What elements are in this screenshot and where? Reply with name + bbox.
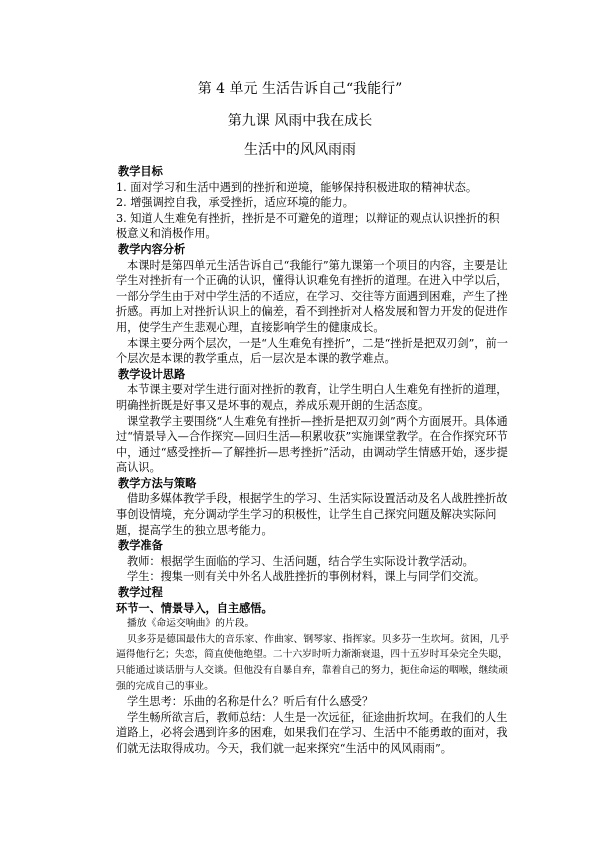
design-paragraph: 课堂教学主要围绕“人生难免有挫折—挫折是把双刃剑”两个方面展开。具体通过“情景导入—合作探究—回归生活—积累收获”实施课堂教学。在合作探究环节中，通过“感受挫折—了解挫折—思考挫折”活动，由调动学生情感开始，逐步提高认识。 — [116, 414, 508, 475]
method-heading: 教学方法与策略 — [118, 475, 197, 490]
goal-item: 1. 面对学习和生活中遇到的挫折和逆境，能够保持积极进取的精神状态。 — [116, 180, 478, 194]
step1-play: 播放《命运交响曲》的片段。 — [127, 618, 255, 630]
design-paragraph: 本节课主要对学生进行面对挫折的教育，让学生明白人生难免有挫折的道理，明确挫折既是好事又是坏事的观点，养成乐观开朗的生活态度。 — [116, 383, 508, 412]
lesson-title: 第九课 风雨中我在成长 — [227, 113, 373, 129]
step1-summary: 学生畅所欲言后，教师总结：人生是一次远征，征途曲折坎坷。在我们的人生道路上，必将会遇到许多的困难，如果我们在学习、生活中不能勇敢的面对，我们就无法取得成功。今天，我们就一起来探究“生活中的风风雨雨”。 — [116, 710, 508, 755]
prep-student: 学生：搜集一则有关中外名人战胜挫折的事例材料，课上与同学们交流。 — [127, 570, 486, 584]
step1-heading: 环节一、情景导入，自主感悟。 — [116, 600, 273, 615]
method-paragraph: 借助多媒体教学手段，根据学生的学习、生活实际设置活动及名人战胜挫折故事创设情境，充分调动学生学习的积极性，让学生自己探究问题及解决实际问题，提高学生的独立思考能力。 — [116, 492, 508, 537]
prep-heading: 教学准备 — [118, 538, 163, 553]
prep-teacher: 教师：根据学生面临的学习、生活问题，结合学生实际设计教学活动。 — [127, 554, 474, 568]
topic-title: 生活中的风风雨雨 — [244, 142, 356, 158]
goal-item: 2. 增强调控自我，承受挫折，适应环境的能力。 — [116, 196, 354, 210]
step1-question: 学生思考：乐曲的名称是什么？听后有什么感受？ — [127, 695, 374, 709]
analysis-paragraph: 本课主要分两个层次，一是“人生难免有挫折”，二是“挫折是把双刃剑”，前一个层次是本课的教学重点，后一层次是本课的教学难点。 — [116, 336, 508, 366]
goals-heading: 教学目标 — [118, 164, 163, 178]
analysis-paragraph: 本课时是第四单元生活告诉自己“我能行”第九课第一个项目的内容，主要是让学生对挫折有一个正确的认识，懂得认识难免有挫折的道理。在进入中学以后，一部分学生由于对中学生活的不适应，在学习、交往等方面遇到困难，产生了挫折感。再加上对挫折认识上的偏差，看不到挫折对人格发展和智力开发的促进作用，使学生产生悲观心理，直接影响学生的健康成长。 — [116, 258, 508, 334]
design-heading: 教学设计思路 — [118, 366, 186, 381]
unit-title: 第 4 单元 生活告诉自己“我能行” — [197, 81, 403, 97]
analysis-heading: 教学内容分析 — [118, 241, 186, 256]
step1-quote: 贝多芬是德国最伟大的音乐家、作曲家、钢琴家、指挥家。贝多芬一生坎坷。贫困，几乎逼得他行乞；失恋，简直使他绝望。二十六岁时听力渐渐衰退，四十五岁时耳朵完全失聪，只能通过谈话册与人交谈。但他没有自暴自弃，靠着自己的努力，扼住命运的咽喉，继续顽强的完成自己的事业。 — [116, 633, 510, 692]
process-heading: 教学过程 — [118, 585, 163, 600]
goal-item: 3. 知道人生难免有挫折，挫折是不可避免的道理；以辩证的观点认识挫折的积极意义和消极作用。 — [116, 211, 500, 241]
document-body — [116, 164, 510, 757]
